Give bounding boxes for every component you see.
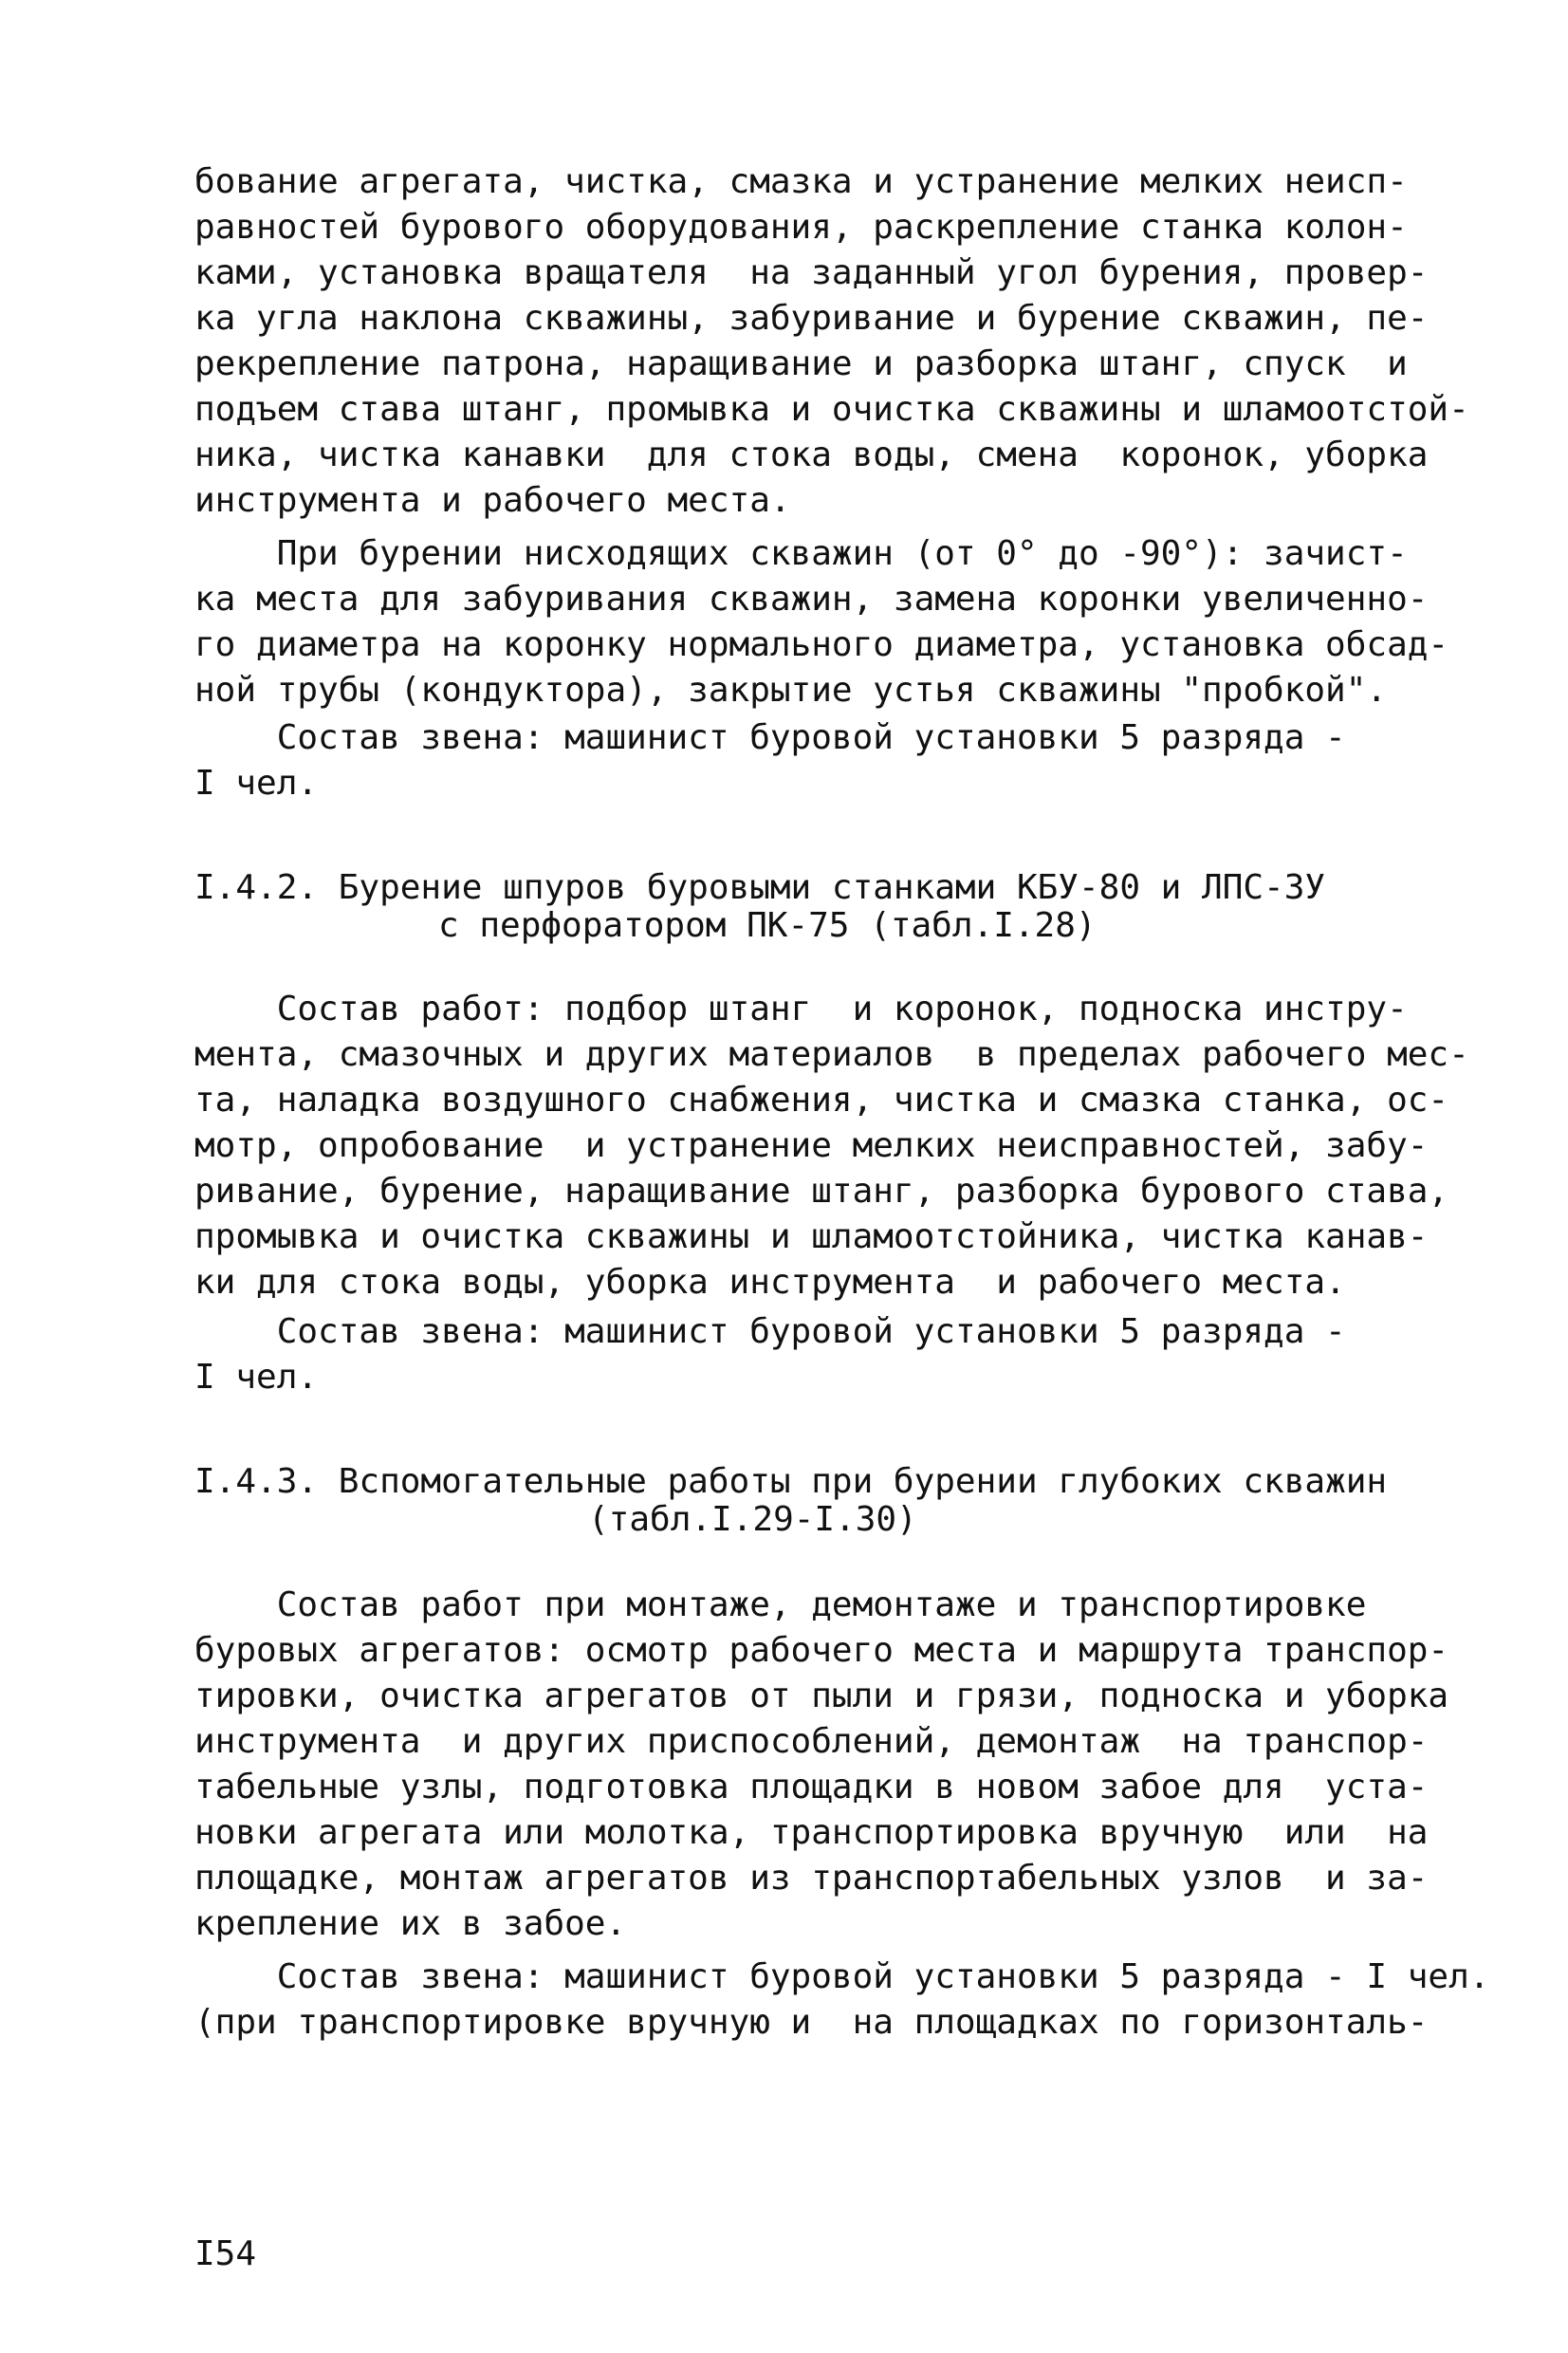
section-heading-line: I.4.3. Вспомогательные работы при бурении глубоких скважин [194,1462,1388,1501]
text-line: При бурении нисходящих скважин (от 0° до -90°): зачист- [194,534,1408,573]
text-line: ной трубы (кондуктора), закрытие устья скважины "пробкой". [194,671,1388,710]
section-heading-line: с перфоратором ПК-75 (табл.I.28) [438,906,1097,945]
text-line: табельные узлы, подготовка площадки в новом забое для уста- [194,1768,1429,1806]
text-line: Состав звена: машинист буровой установки 5 разряда - [194,718,1346,757]
text-line: рекрепление патрона, наращивание и разборка штанг, спуск и [194,344,1408,383]
section-heading-line: (табл.I.29-I.30) [588,1500,917,1539]
text-line: площадке, монтаж агрегатов из транспортабельных узлов и за- [194,1859,1429,1898]
section-heading-line: I.4.2. Бурение шпуров буровыми станками КБУ-80 и ЛПС-3У [194,868,1326,907]
text-line: подъем става штанг, промывка и очистка скважины и шламоотстой- [194,390,1469,429]
text-line: ка места для забуривания скважин, замена коронки увеличенно- [194,580,1429,619]
text-line: ки для стока воды, уборка инструмента и рабочего места. [194,1263,1346,1302]
text-line: мента, смазочных и других материалов в пределах рабочего мес- [194,1035,1469,1074]
text-line: тировки, очистка агрегатов от пыли и грязи, подноска и уборка [194,1677,1449,1715]
text-line: (при транспортировке вручную и на площадках по горизонталь- [194,2003,1429,2042]
text-line: ка угла наклона скважины, забуривание и бурение скважин, пе- [194,299,1429,338]
text-line: I чел. [194,1358,319,1397]
text-line: новки агрегата или молотка, транспортировка вручную или на [194,1813,1429,1852]
text-line: Состав звена: машинист буровой установки 5 разряда - [194,1312,1346,1351]
text-line: Состав работ при монтаже, демонтаже и транспортировке [194,1585,1367,1624]
text-line: та, наладка воздушного снабжения, чистка и смазка станка, ос- [194,1081,1449,1120]
text-line: ками, установка вращателя на заданный угол бурения, провер- [194,253,1429,292]
text-line: инструмента и рабочего места. [194,481,791,520]
text-line: равностей бурового оборудования, раскрепление станка колон- [194,208,1408,247]
text-line: мотр, опробование и устранение мелких неисправностей, забу- [194,1126,1429,1165]
text-line: инструмента и других приспособлений, демонтаж на транспор- [194,1722,1429,1761]
text-line: ривание, бурение, наращивание штанг, разборка бурового става, [194,1172,1449,1211]
text-line: крепление их в забое. [194,1904,627,1943]
text-line: Состав звена: машинист буровой установки 5 разряда - I чел. [194,1957,1490,1996]
text-line: го диаметра на коронку нормального диаметра, установка обсад- [194,625,1449,664]
text-line: бование агрегата, чистка, смазка и устранение мелких неисп- [194,162,1408,201]
text-line: Состав работ: подбор штанг и коронок, подноска инстру- [194,990,1408,1028]
text-line: буровых агрегатов: осмотр рабочего места и маршрута транспор- [194,1631,1449,1670]
text-line: I чел. [194,764,319,803]
page-number: I54 [194,2234,257,2273]
text-line: ника, чистка канавки для стока воды, смена коронок, уборка [194,435,1429,474]
text-line: промывка и очистка скважины и шламоотстойника, чистка канав- [194,1217,1429,1256]
